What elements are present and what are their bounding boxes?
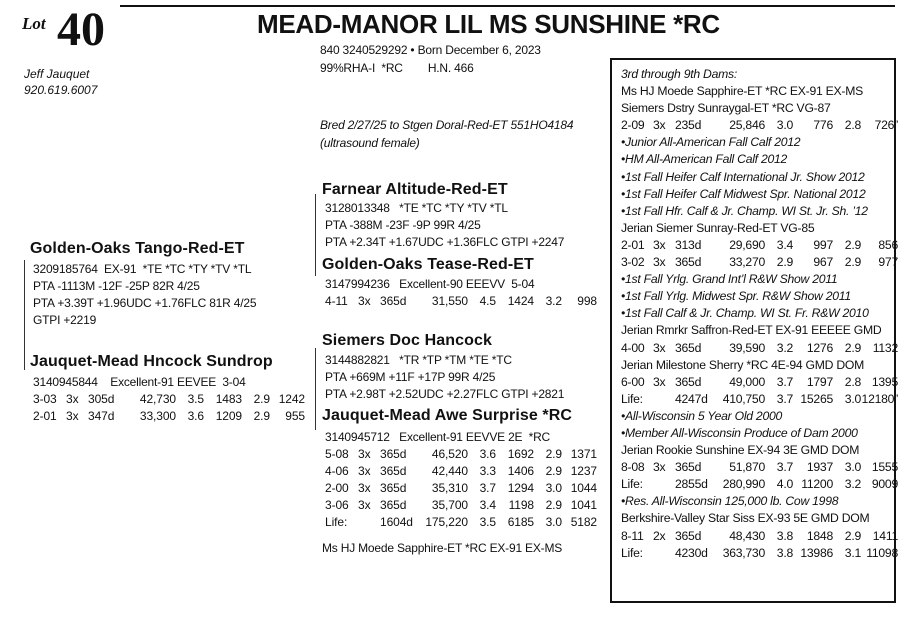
dam-details [33,374,305,425]
paternal-connector [315,194,316,276]
record-cell: 5182 [570,515,597,529]
record-cell: 967 [813,255,833,270]
mgd-records [325,446,597,531]
record-cell: 4-11 [325,294,348,308]
record-cell: 365d [675,374,702,389]
record-cell: 3.6 [187,409,204,423]
record-cell: 3.5 [479,515,496,529]
record-cell: 2-01 [33,409,57,423]
record-cell: 51,870 [729,460,765,475]
record-cell: 6185 [507,515,534,529]
record-cell: 4.0 [776,477,793,492]
record-cell: Life: [325,515,348,529]
record-cell: 1132 [872,340,898,355]
record-cell: 2.9 [776,255,793,270]
record-cell: 365d [380,481,407,495]
record-cell: 365d [380,464,407,478]
sire-details [33,261,256,329]
record-cell: 1848 [806,528,833,543]
record-cell: 29,690 [729,237,765,252]
record-cell: 3.0 [545,515,562,529]
dam-record-row [621,476,898,493]
record-cell: 1406 [507,464,534,478]
record-cell: 1198 [508,498,534,512]
record-cell: 726” [874,118,898,133]
record-cell: 1483 [215,392,242,406]
dam-award: •Junior All-American Fall Calf 2012 [621,135,801,150]
dam-name: Jauquet-Mead Hncock Sundrop [30,353,273,370]
mgd-record-row [325,497,597,514]
record-cell: 2.9 [545,498,562,512]
record-cell: 33,300 [139,409,176,423]
maternal-granddam-name: Jauquet-Mead Awe Surprise *RC [322,407,573,424]
dams-box [610,58,896,603]
dam-record-row [621,254,898,271]
dam-award: •All-Wisconsin 5 Year Old 2000 [621,408,783,423]
record-cell: 3.1 [844,545,861,560]
record-cell: 42,730 [139,392,176,406]
record-cell: 3.0 [776,118,793,133]
record-cell: 4-00 [621,340,645,355]
record-cell: 3.7 [479,481,496,495]
record-cell: 3x [358,481,371,495]
record-cell: 2855d [675,477,708,492]
dam-name: Jerian Milestone Sherry *RC 4E-94 GMD DOM [621,357,865,372]
record-cell: 8-11 [621,528,644,543]
consignor-name: Jeff Jauquet [24,67,90,81]
record-cell: 39,590 [729,340,765,355]
record-cell: 3x [653,340,666,355]
dam-record-row [621,237,898,254]
record-cell: 3x [653,255,666,270]
record-cell: 3x [358,294,371,308]
record-cell: 3x [653,460,666,475]
record-cell: 1692 [507,447,534,461]
record-cell: 3.2 [844,477,861,492]
paternal-granddam-details [325,276,597,310]
record-cell: 31,550 [431,294,468,308]
consignor [24,66,97,98]
page-title: MEAD-MANOR LIL MS SUNSHINE *RC [257,9,720,39]
record-cell: 46,520 [431,447,468,461]
record-cell: 365d [675,528,702,543]
record-cell: 3x [66,409,79,423]
record-cell: 1604d [380,515,413,529]
record-cell: Life: [621,477,643,492]
record-cell: 4-06 [325,464,349,478]
dam-record-row [621,459,898,476]
dam-award: •Member All-Wisconsin Produce of Dam 2000 [621,425,858,440]
dam-name: Jerian Siemer Sunray-Red-ET VG-85 [621,220,815,235]
pgs-line: PTA +2.34T +1.67UDC +1.36FLC GTPI +2247 [325,235,565,249]
dam-name: Siemers Dstry Sunraygal-ET *RC VG-87 [621,101,831,116]
sire-line: 3209185764 EX-91 *TE *TC *TY *TV *TL [33,262,252,276]
dam-award: •1st Fall Yrlg. Midwest Spr. R&W Show 2011 [621,289,851,304]
record-cell [358,514,380,531]
pgs-line: 3128013348 *TE *TC *TY *TV *TL [325,201,508,215]
dam-award: •1st Fall Calf & Jr. Champ. WI St. Fr. R&W 2010 [621,306,869,321]
record-cell: 856 [878,237,898,252]
record-cell [653,545,675,562]
pgd-record-row [325,293,597,310]
record-cell: 347d [88,409,115,423]
record-cell: 3.7 [776,391,793,406]
record-cell: 365d [675,460,702,475]
sire-line: PTA +3.39T +1.96UDC +1.76FLC 81R 4/25 [33,296,257,310]
record-cell: 3.5 [187,392,204,406]
title-rule [120,5,895,7]
dam-record-row [621,374,898,391]
pgd-records [325,293,597,310]
record-cell: 3x [66,392,79,406]
dam-award: •1st Fall Yrlg. Grand Int’l R&W Show 2011 [621,272,838,287]
sire-dam-connector [24,260,25,370]
record-cell: Life: [621,391,643,406]
maternal-granddam-details [325,429,597,531]
record-cell: 1242 [278,392,305,406]
mgs-line: 3144882821 *TR *TP *TM *TE *TC [325,353,512,367]
record-cell: 3.0 [844,391,861,406]
pgs-line: PTA -388M -23F -9P 99R 4/25 [325,218,481,232]
animal-status-line: 99%RHA-I *RC H.N. 466 [320,61,474,75]
dam-award: •Res. All-Wisconsin 125,000 lb. Cow 1998 [621,494,839,509]
dam-name: Ms HJ Moede Sapphire-ET *RC EX-91 EX-MS [621,84,863,99]
maternal-grandsire-name: Siemers Doc Hancock [322,332,492,349]
record-cell: 9009 [871,477,898,492]
record-cell: 2.9 [545,464,562,478]
mgd-record-row [325,480,597,497]
record-cell: 3-03 [33,392,57,406]
paternal-granddam-name: Golden-Oaks Tease-Red-ET [322,256,534,273]
record-cell: 3.0 [545,481,562,495]
record-cell: 49,000 [729,374,765,389]
record-cell: 6-00 [621,374,645,389]
record-cell: 1797 [806,374,833,389]
sire-line: GTPI +2219 [33,313,97,327]
record-cell: 313d [675,237,702,252]
record-cell: 33,270 [729,255,765,270]
mgs-line: PTA +2.98T +2.52UDC +2.27FLC GTPI +2821 [325,387,565,401]
record-cell: 1044 [570,481,597,495]
record-cell: 4230d [675,545,708,560]
record-cell: 977 [878,255,898,270]
dam-records [33,391,305,425]
record-cell: Life: [621,545,643,560]
record-cell: 1395 [871,374,898,389]
record-cell: 8-08 [621,460,645,475]
record-cell: 365d [675,340,702,355]
record-cell: 3x [653,374,666,389]
record-cell: 13986 [800,545,833,560]
record-cell: 11200 [801,477,833,492]
record-cell: 15265 [800,391,833,406]
dam-award: •1st Fall Heifer Calf International Jr. Show 2012 [621,169,865,184]
record-cell: 48,430 [729,528,765,543]
sire-line: PTA -1113M -12F -25P 82R 4/25 [33,279,200,293]
record-cell: 3x [358,464,371,478]
record-cell: 280,990 [722,477,765,492]
record-cell: 305d [88,392,115,406]
record-cell: 3.2 [545,294,562,308]
record-cell: 3-06 [325,498,349,512]
record-cell: 2x [653,528,666,543]
record-cell [653,476,675,493]
record-cell: 3x [653,237,666,252]
record-cell: 3x [358,498,371,512]
record-cell: 4247d [675,391,708,406]
record-cell: 3.4 [479,498,496,512]
animal-id-line: 840 3240529292 • Born December 6, 2023 [320,43,541,57]
record-cell: 365d [380,447,407,461]
granddam-dam-of: Ms HJ Moede Sapphire-ET *RC EX-91 EX-MS [322,541,563,555]
record-cell: 1555 [871,460,898,475]
record-cell: 3.6 [479,447,496,461]
dam-record-row [621,545,898,562]
record-cell: 2.9 [844,237,861,252]
dam-record-row [33,408,305,425]
mgd-record-row [325,446,597,463]
lot-label: Lot [22,14,46,33]
record-cell: 4.5 [479,294,496,308]
record-cell: 2.9 [844,528,861,543]
record-cell: 363,730 [722,545,765,560]
dam-award: •HM All-American Fall Calf 2012 [621,152,788,167]
dam-award: •1st Fall Heifer Calf Midwest Spr. National 2012 [621,186,866,201]
record-cell: 1294 [507,481,534,495]
record-cell: 2.9 [545,447,562,461]
dam-record-row [621,340,898,357]
paternal-grandsire-name: Farnear Altitude-Red-ET [322,181,508,198]
paternal-grandsire-details [325,200,564,251]
record-cell: 365d [380,498,407,512]
record-cell: 2.8 [844,118,861,133]
record-cell: 3-02 [621,255,645,270]
record-cell: 2.9 [253,392,270,406]
record-cell: 2.9 [844,255,861,270]
record-cell: 25,846 [729,118,765,133]
mgd-record-row [325,463,597,480]
record-cell: 1411 [872,528,898,543]
record-cell: 1937 [806,460,833,475]
record-cell: 35,310 [431,481,468,495]
dam-record-row [621,528,898,545]
dam-name: Berkshire-Valley Star Siss EX-93 5E GMD DOM [621,511,870,526]
record-cell: 3.7 [776,460,793,475]
record-cell: 2-01 [621,237,645,252]
record-cell: 1371 [570,447,597,461]
record-cell: 1237 [570,464,597,478]
record-cell: 3x [358,447,371,461]
record-cell: 3.8 [776,528,793,543]
record-cell: 12180” [861,391,898,406]
record-cell: 2.8 [844,374,861,389]
record-cell: 365d [675,255,702,270]
record-cell: 175,220 [425,515,468,529]
dam-award: •1st Fall Hfr. Calf & Jr. Champ. WI St. Jr. Sh. ’12 [621,203,868,218]
record-cell [653,391,675,408]
dam-line: 3140945844 Excellent-91 EEVEE 3-04 [33,375,246,389]
dam-record-row [33,391,305,408]
bred-line: Bred 2/27/25 to Stgen Doral-Red-ET 551HO4184 [320,118,574,132]
record-cell: 3.2 [776,340,793,355]
record-cell: 3.0 [844,460,861,475]
consignor-phone: 920.619.6007 [24,83,98,97]
record-cell: 235d [675,118,702,133]
record-cell: 1276 [806,340,833,355]
record-cell: 365d [380,294,407,308]
maternal-connector [315,348,316,430]
lot-number: 40 [57,3,105,56]
record-cell: 2.9 [253,409,270,423]
record-cell: 998 [577,294,597,308]
record-cell: 2-09 [621,118,645,133]
record-cell: 955 [285,409,305,423]
record-cell: 3x [653,118,666,133]
pgd-line: 3147994236 Excellent-90 EEEVV 5-04 [325,277,535,291]
ultrasound-note: (ultrasound female) [320,136,420,150]
mgd-record-row [325,514,597,531]
record-cell: 1209 [215,409,242,423]
mgs-line: PTA +669M +11F +17P 99R 4/25 [325,370,496,384]
maternal-grandsire-details [325,352,564,403]
record-cell: 11098 [866,545,898,560]
dams-box-heading: 3rd through 9th Dams: [621,67,738,81]
record-cell: 3.3 [479,464,496,478]
record-cell: 1041 [570,498,597,512]
record-cell: 410,750 [722,391,765,406]
record-cell: 35,700 [431,498,468,512]
record-cell: 3.7 [776,374,793,389]
dam-name: Jerian Rookie Sunshine EX-94 3E GMD DOM [621,443,860,458]
record-cell: 3.8 [776,545,793,560]
record-cell: 42,440 [431,464,468,478]
sire-name: Golden-Oaks Tango-Red-ET [30,240,245,257]
mgd-line: 3140945712 Excellent-91 EEVVE 2E *RC [325,430,551,444]
record-cell: 1424 [507,294,534,308]
record-cell: 3.4 [776,237,793,252]
record-cell: 776 [813,118,833,133]
dam-name: Jerian Rmrkr Saffron-Red-ET EX-91 EEEEE GMD [621,323,882,338]
dam-record-row [621,117,898,134]
record-cell: 5-08 [325,447,349,461]
dams-lines [621,83,898,562]
record-cell: 997 [813,237,833,252]
record-cell: 2-00 [325,481,349,495]
record-cell: 2.9 [844,340,861,355]
dam-record-row [621,391,898,408]
